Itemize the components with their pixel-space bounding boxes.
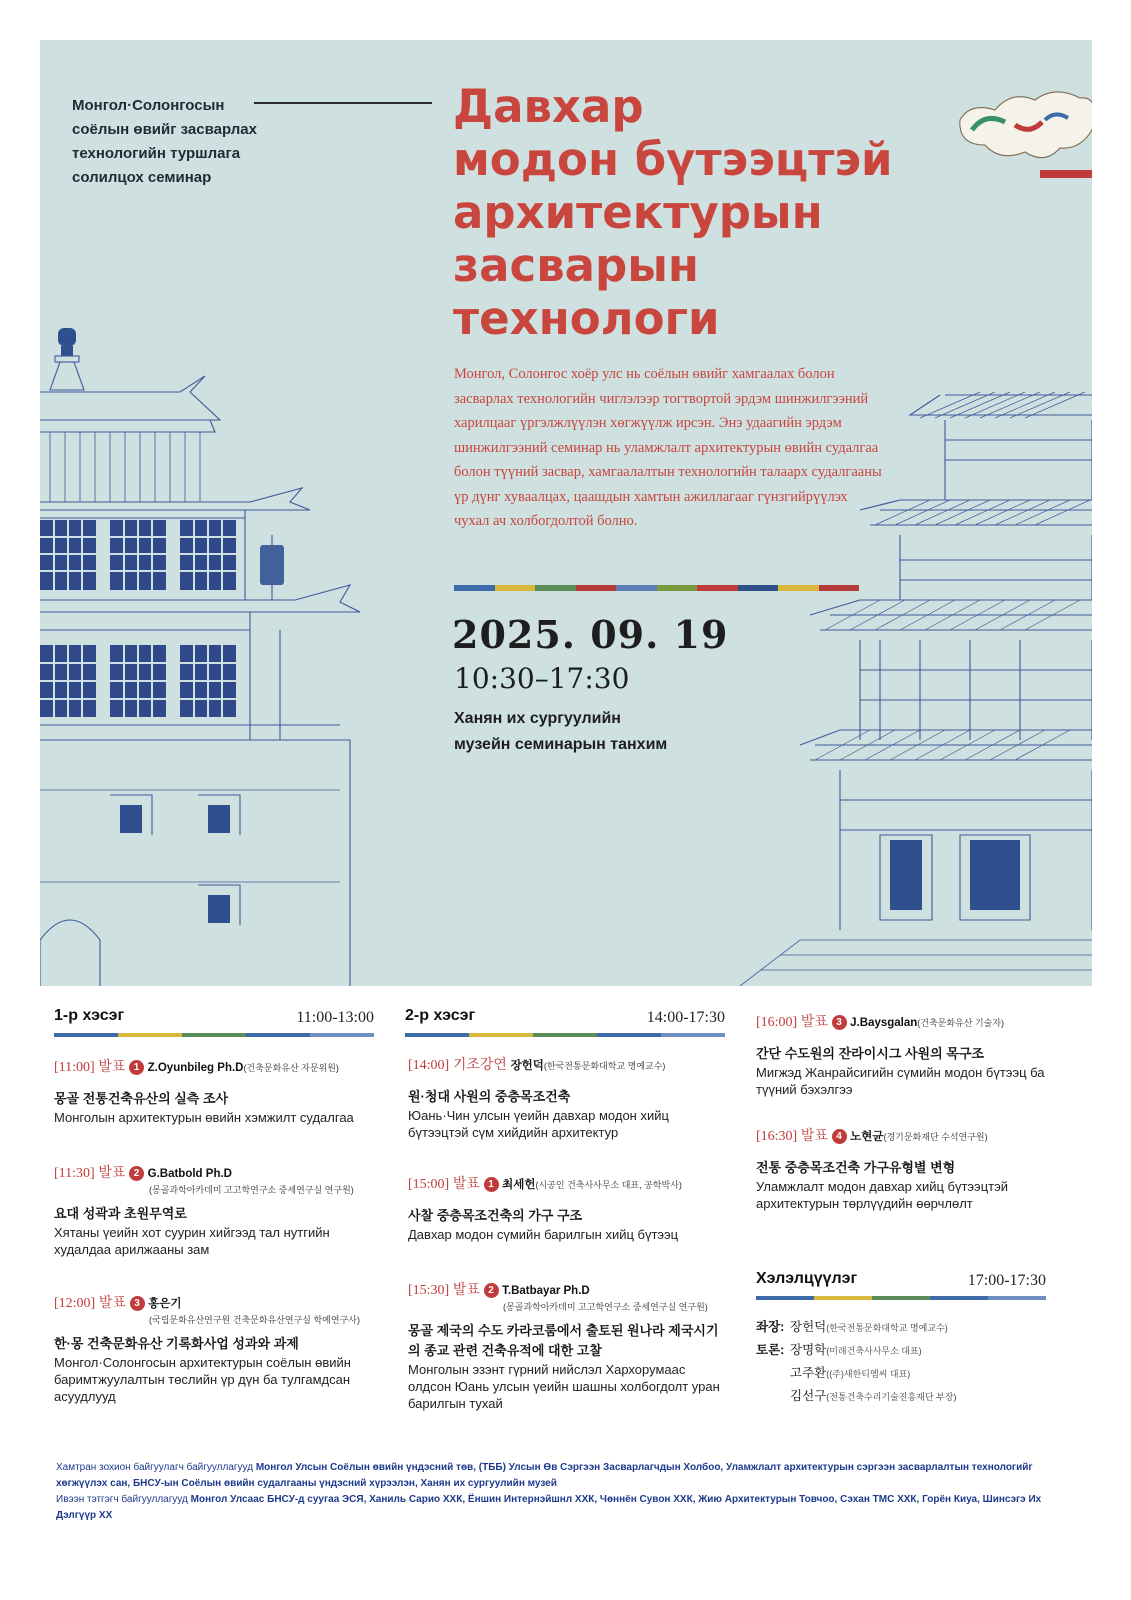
talk-kind: 발표: [452, 1281, 480, 1297]
talk-time: [11:30]: [54, 1166, 95, 1181]
talk-header: [54, 1163, 374, 1183]
talk-number-badge: 3: [832, 1015, 847, 1030]
speaker-affiliation: (경기문화재단 수석연구원): [883, 1132, 988, 1142]
session-color-bar: [54, 1033, 374, 1037]
chair-name: 장헌덕: [790, 1320, 827, 1334]
speaker-name: G.Batbold Ph.D: [147, 1168, 232, 1180]
main-title-line: засварын: [453, 239, 700, 292]
venue: [454, 706, 814, 758]
discussion-panel: [756, 1316, 1056, 1408]
panelist-affiliation: (전통건축수리기술진흥재단 부장): [826, 1392, 957, 1402]
talk-time: [12:00]: [54, 1296, 96, 1311]
main-title: [453, 80, 973, 345]
main-title-line: архитектурын: [453, 186, 823, 239]
session-title: 1-р хэсэг: [54, 1007, 125, 1024]
speaker-name: 홍은기: [148, 1298, 182, 1310]
talk-title-mongolian: Хятаны үеийн хот суурин хийгээд тал нутгийн худалдаа арилжааны зам: [54, 1225, 330, 1257]
panelist-affiliation: (미래건축사사무소 대표): [826, 1346, 922, 1356]
speaker-name: T.Batbayar Ph.D: [502, 1285, 590, 1297]
talk-item: [54, 1163, 374, 1258]
talk-title-korean: 사찰 중층목조건축의 가구 구조: [408, 1208, 583, 1223]
speaker-name: J.Baysgalan: [850, 1017, 918, 1029]
footer-organizers: [56, 1460, 1066, 1524]
speaker-affiliation: (건축문화유산 기술자): [917, 1018, 1005, 1028]
speaker-affiliation: (건축문화유산 자문위원): [243, 1063, 339, 1073]
talk-item: [408, 1174, 728, 1243]
talk-number-badge: 4: [832, 1129, 847, 1144]
talk-time: [15:00]: [408, 1177, 450, 1192]
panelist-name: 김선구: [790, 1389, 827, 1403]
speaker-name: 최세헌: [502, 1179, 536, 1191]
talk-title-mongolian: Уламжлалт модон давхар хийц бүтээцтэй архитектурын төрлүүдийн өөрчлөлт: [756, 1179, 1008, 1211]
talk-title-korean: 요대 성곽과 초원무역로: [54, 1206, 187, 1221]
finial-ornament: [50, 328, 84, 390]
speaker-affiliation: (몽골과학아카데미 고고학연구소 중세연구실 연구원): [149, 1185, 354, 1195]
main-title-line: модон бүтээцтэй: [453, 133, 893, 186]
talk-title-mongolian: Монголын архитектурын өвийн хэмжилт судалгаа: [54, 1110, 354, 1125]
talk-kind: 발표: [800, 1013, 828, 1029]
panelist-row: [756, 1385, 1056, 1408]
speaker-affiliation: (국립문화유산연구원 건축문화유산연구실 학예연구사): [149, 1315, 360, 1325]
organizer-title: Монгол·Солонгосын соёлын өвийг засварлах технологийн туршлага солилцох семинар: [72, 97, 257, 186]
sponsors: [56, 1492, 1066, 1524]
window-grid-upper: [40, 520, 236, 590]
speaker-name: 장헌덕: [510, 1060, 544, 1072]
session-color-bar: [405, 1033, 725, 1037]
sponsors-list: Монгол Улсаас БНСУ-д суугаа ЭСЯ, Ханиль Сарио ХХК, Ёншин Интернэйшнл ХХК, Чөннён Сувон ХХК, Жию Архитектурын Товчоо, Сэхан ТМС ХХК, Горён Киуа, Шинсэгэ Их Дэлгүүр ХХ: [56, 1494, 1042, 1521]
discussion-time: 17:00-17:30: [967, 1272, 1046, 1289]
venue-line: музейн семинарын танхим: [454, 736, 668, 753]
base-windows: [40, 795, 240, 986]
talk-header: [408, 1280, 728, 1300]
divider-line: [254, 102, 432, 104]
talk-header: [756, 1126, 1066, 1146]
talk-time: [14:00]: [408, 1058, 450, 1073]
talk-kind: 발표: [98, 1294, 126, 1310]
talk-time: [16:00]: [756, 1015, 798, 1030]
session-color-bar: [756, 1296, 1046, 1300]
talk-header: [408, 1174, 728, 1194]
panelist-affiliation: ((주)새한티엠씨 대표): [826, 1369, 911, 1379]
event-date: 2025. 09. 19: [452, 612, 729, 657]
poster-panel: [40, 40, 1092, 986]
talk-title-korean: 몽골 전통건축유산의 실측 조사: [54, 1091, 229, 1106]
talk-title-korean: 간단 수도원의 잔라이시그 사원의 목구조: [756, 1046, 984, 1061]
talk-title-mongolian: Юань·Чин улсын үеийн давхар модон хийц бүтээцтэй сүм хийдийн архитектур: [408, 1108, 669, 1140]
talk-item: [54, 1057, 374, 1126]
talk-number-badge: 1: [129, 1060, 144, 1075]
talk-kind: 발표: [452, 1175, 480, 1191]
chair-affiliation: (한국전통문화대학교 명예교수): [826, 1323, 948, 1333]
speaker-affiliation: (시공인 건축사사무소 대표, 공학박사): [535, 1180, 682, 1190]
chair-row: [756, 1316, 1056, 1339]
talk-time: [11:00]: [54, 1060, 95, 1075]
talk-number-badge: 3: [130, 1296, 145, 1311]
co-organizers-label: Хамтран зохион байгуулагч байгууллагууд: [56, 1462, 254, 1473]
talk-title-korean: 전통 중층목조건축 가구유형별 변형: [756, 1160, 956, 1175]
panelist-row: [756, 1339, 1056, 1362]
main-title-line: Давхар: [453, 80, 644, 133]
talk-item: [756, 1012, 1066, 1098]
cloud-ornament: [960, 92, 1092, 178]
session-title: 2-р хэсэг: [405, 1007, 476, 1024]
talk-header: [408, 1055, 728, 1075]
talk-title-mongolian: Монгол·Солонгосын архитектурын соёлын өвийн баримтжуулалтын төслийн үр дүн ба тулгамдсан асуудлууд: [54, 1355, 351, 1404]
speaker-name: 노현균: [850, 1131, 884, 1143]
talk-number-badge: 2: [129, 1166, 144, 1181]
decorative-color-bar: [454, 585, 859, 591]
talk-number-badge: 1: [484, 1177, 499, 1192]
session-2-header: [405, 1003, 725, 1037]
talk-time: [15:30]: [408, 1283, 450, 1298]
talk-header: [54, 1057, 374, 1077]
talk-title-mongolian: Монголын эзэнт гүрний нийслэл Хархорумаас олдсон Юань улсын үеийн шашны холбогдолт уран барилгын тухай: [408, 1362, 720, 1411]
speaker-affiliation: (한국전통문화대학교 명예교수): [543, 1061, 666, 1071]
panelist-name: 고주환: [790, 1366, 827, 1380]
event-time: 10:30–17:30: [454, 662, 630, 695]
sponsors-label: Ивээн тэтгэгч байгууллагууд: [56, 1494, 188, 1505]
talk-item: [408, 1280, 728, 1412]
discussion-header: [756, 1266, 1046, 1300]
talk-title-mongolian: Давхар модон сүмийн барилгын хийц бүтээц: [408, 1227, 679, 1242]
talk-title-korean: 몽골 제국의 수도 카라코룸에서 출토된 원나라 제국시기의 종교 관련 건축유적에 대한 고찰: [408, 1323, 719, 1358]
talk-title-korean: 한·몽 건축문화유산 기록화사업 성과와 과제: [54, 1336, 299, 1351]
window-grid-lower: [40, 645, 236, 717]
description-text: Монгол, Солонгос хоёр улс нь соёлын өвийг хамгаалах болон засварлах технологийн чиглэлээр тогтвортой эрдэм шинжилгээний харилцааг үргэлжлүүлэн хөгжүүлж ирсэн. Энэ удаагийн эрдэм шинжилгээний семинар нь уламжлалт архитектурын өвийн судалгаа болон түүний засвар, хамгаалалтын технологийн талаарх судалгааны үр дүнг хуваалцах, цаашдын хамтын ажиллагааг гүнзгийрүүлэх чухал ач холбогдолтой болно.: [454, 366, 882, 529]
talk-kind: 발표: [800, 1127, 828, 1143]
co-organizers: [56, 1460, 1066, 1492]
talk-item: [756, 1126, 1066, 1212]
co-organizers-list: Монгол Улсын Соёлын өвийн үндэсний төв, (ТББ) Улсын Өв Сэргээн Засварлагчдын Холбоо, Уламжлалт архитектурын сэргээн засварлалтын технологийг хөгжүүлэх сан, БНСУ-ын Соёлын өвийн судалгааны үндэсний хүрээлэн, Ханян их сургуулийн музей: [56, 1462, 1033, 1489]
panel-label: 토론:: [756, 1343, 785, 1357]
prayer-wheel-icon: [260, 535, 284, 600]
talk-header: [756, 1012, 1066, 1032]
session-time: 14:00-17:30: [646, 1009, 725, 1026]
talk-title-mongolian: Мигжэд Жанрайсигийн сүмийн модон бүтээц ба түүний бэхэлгээ: [756, 1065, 1045, 1097]
talk-title-korean: 원·청대 사원의 중층목조건축: [408, 1089, 571, 1104]
talk-time: [16:30]: [756, 1129, 798, 1144]
talk-kind: 발표: [98, 1058, 126, 1074]
talk-header: [54, 1293, 374, 1313]
talk-number-badge: 2: [484, 1283, 499, 1298]
talk-kind: 기조강연: [452, 1056, 507, 1072]
panelist-row: [756, 1362, 1056, 1385]
session-time: 11:00-13:00: [296, 1009, 374, 1026]
talk-item: [54, 1293, 374, 1405]
chair-label: 좌장:: [756, 1320, 785, 1334]
talk-kind: 발표: [98, 1164, 126, 1180]
speaker-name: Z.Oyunbileg Ph.D: [147, 1062, 244, 1074]
speaker-affiliation: (몽골과학아카데미 고고학연구소 중세연구실 연구원): [503, 1302, 708, 1312]
venue-line: Ханян их сургуулийн: [454, 710, 621, 727]
session-1-header: [54, 1003, 374, 1037]
main-title-line: технологи: [453, 292, 720, 345]
panelist-name: 장명학: [790, 1343, 827, 1357]
talk-item: [408, 1055, 728, 1141]
discussion-title: Хэлэлцүүлэг: [756, 1270, 858, 1287]
